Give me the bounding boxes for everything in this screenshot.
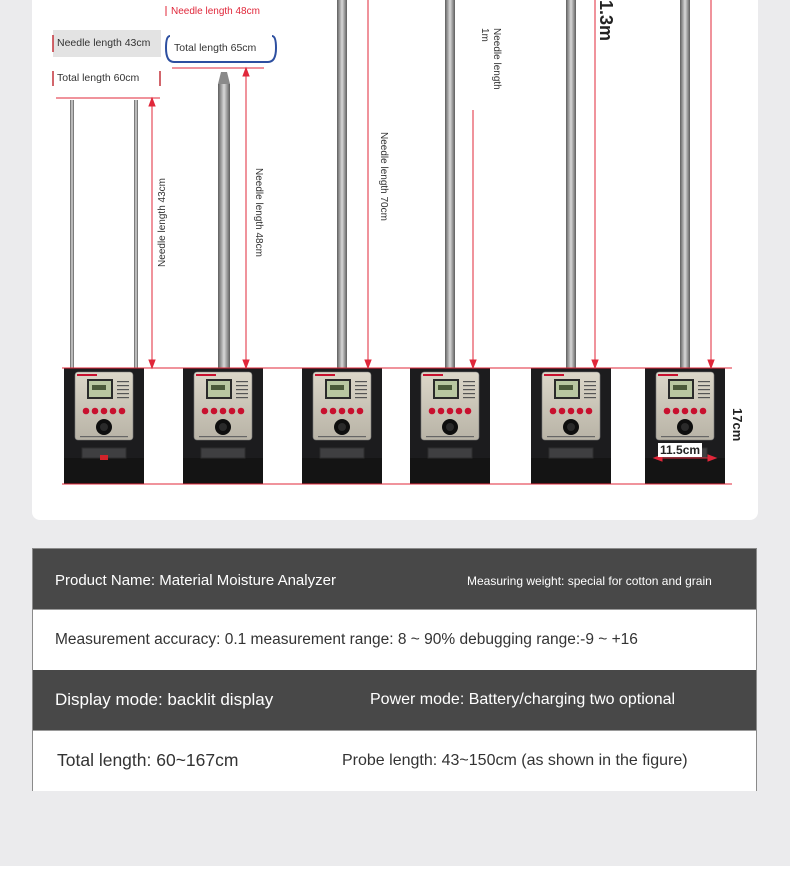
product-dimension-diagram (32, 0, 758, 520)
spec-row-3 (33, 670, 756, 730)
needle-48-side-label: Needle length 48cm (253, 168, 264, 257)
length-13m-label: 1.3m (596, 0, 616, 42)
power-mode: Power mode: Battery/charging two optional (370, 691, 676, 708)
measurement-accuracy: Measurement accuracy: 0.1 measurement range: 8 ~ 90% debugging range:-9 ~ +16 (55, 631, 638, 648)
height-17-label: 17cm (730, 408, 745, 442)
page-footer-band (0, 866, 790, 894)
total-length: Total length: 60~167cm (57, 750, 239, 770)
needle-43-side-label: Needle length 43cm (157, 178, 168, 267)
total-65-label: Total length 65cm (174, 42, 257, 54)
spec-row-4 (33, 731, 756, 791)
needle-1m-label: Needle length 1m (479, 28, 502, 90)
needle-43-top-label: Needle length 43cm (57, 37, 151, 49)
width-115-label: 11.5cm (660, 443, 701, 457)
needle-70-side-label: Needle length 70cm (378, 132, 389, 221)
spec-row-2 (33, 610, 756, 670)
spec-row-1 (33, 549, 756, 609)
product-name: Product Name: Material Moisture Analyzer (55, 572, 336, 589)
analyzer-device-2 (183, 72, 263, 484)
analyzer-device-1 (64, 100, 144, 484)
total-60-label: Total length 60cm (57, 72, 140, 84)
display-mode: Display mode: backlit display (55, 690, 274, 709)
analyzer-device-5 (531, 0, 611, 484)
probe-length: Probe length: 43~150cm (as shown in the figure) (342, 752, 688, 769)
analyzer-device-3 (302, 0, 382, 484)
product-figure-card (32, 0, 758, 520)
measuring-weight: Measuring weight: special for cotton and grain (467, 574, 712, 588)
analyzer-device-6 (645, 0, 725, 484)
needle-48-top-label: Needle length 48cm (171, 6, 260, 17)
specifications-table (32, 548, 757, 791)
